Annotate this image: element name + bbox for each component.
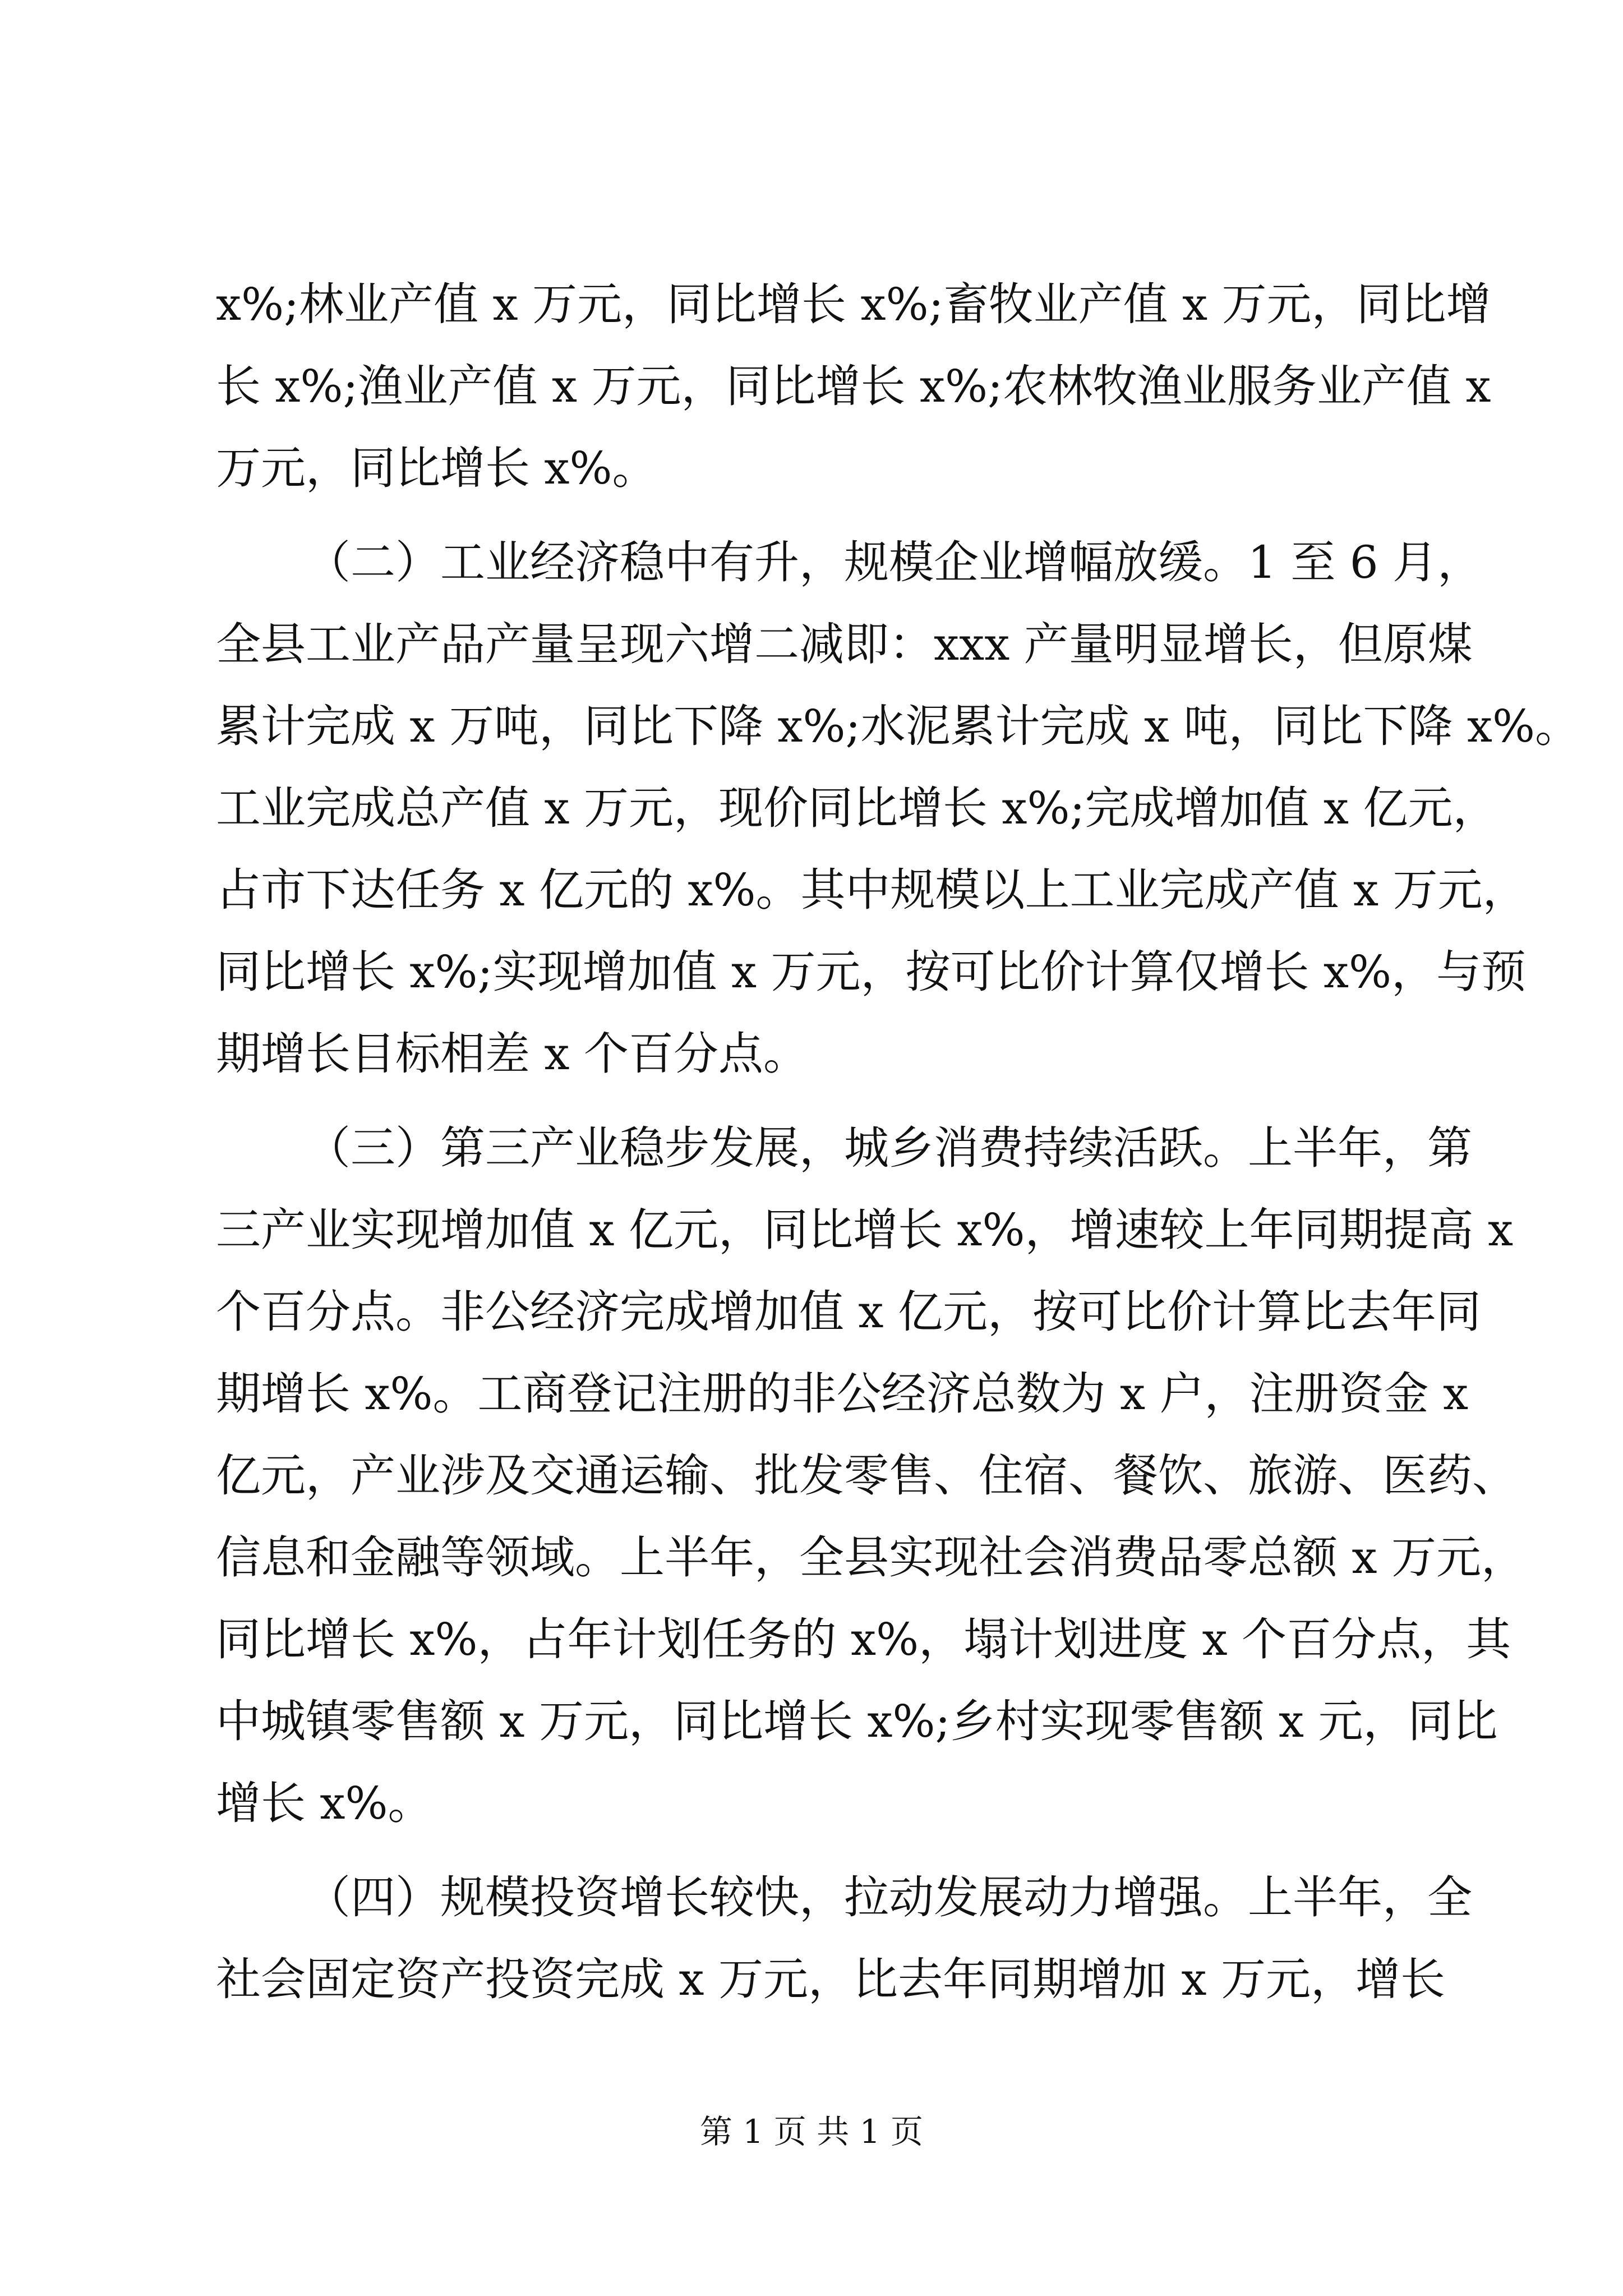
text-line: 全县工业产品产量呈现六增二减即：xxx 产量明显增长，但原煤 (216, 618, 1473, 670)
text-line: x%;林业产值 x 万元，同比增长 x%;畜牧业产值 x 万元，同比增 (216, 278, 1491, 330)
text-line: 信息和金融等领域。上半年，全县实现社会消费品零总额 x 万元， (216, 1531, 1526, 1584)
text-line: （四）规模投资增长较快，拉动发展动力增强。上半年，全 (306, 1871, 1472, 1924)
text-line: 占市下达任务 x 亿元的 x%。其中规模以上工业完成产值 x 万元， (216, 864, 1528, 916)
text-line: 亿元，产业涉及交通运输、批发零售、住宿、餐饮、旅游、医药、 (216, 1450, 1517, 1502)
text-line: 期增长 x%。工商登记注册的非公经济总数为 x 户，注册资金 x (216, 1368, 1469, 1420)
text-line: 中城镇零售额 x 万元，同比增长 x%;乡村实现零售额 x 元，同比 (216, 1695, 1498, 1747)
text-line: 期增长目标相差 x 个百分点。 (216, 1028, 808, 1080)
page-number-label: 第 1 页 共 1 页 (700, 2113, 923, 2151)
page-footer (0, 2109, 1623, 2154)
text-line: （三）第三产业稳步发展，城乡消费持续活跃。上半年，第 (306, 1122, 1472, 1174)
paragraph (216, 264, 1491, 509)
text-line: 社会固定资产投资完成 x 万元，比去年同期增加 x 万元，增长 (216, 1953, 1445, 2005)
text-line: 个百分点。非公经济完成增加值 x 亿元，按可比价计算比去年同 (216, 1286, 1481, 1338)
paragraph (216, 1107, 1526, 1844)
paragraph (216, 522, 1580, 1095)
document-body (216, 264, 1580, 2021)
text-line: 三产业实现增加值 x 亿元，同比增长 x%，增速较上年同期提高 x (216, 1204, 1514, 1256)
text-line: 万元，同比增长 x%。 (216, 442, 657, 494)
text-line: 长 x%;渔业产值 x 万元，同比增长 x%;农林牧渔业服务业产值 x (216, 360, 1491, 412)
text-line: 工业完成总产值 x 万元，现价同比增长 x%;完成增加值 x 亿元， (216, 782, 1498, 834)
text-line: 同比增长 x%，占年计划任务的 x%，塌计划进度 x 个百分点，其 (216, 1613, 1511, 1665)
text-line: 累计完成 x 万吨，同比下降 x%;水泥累计完成 x 吨，同比下降 x%。 (216, 700, 1580, 752)
paragraph (216, 1857, 1472, 2021)
text-line: （二）工业经济稳中有升，规模企业增幅放缓。1 至 6 月， (306, 536, 1483, 588)
text-line: 同比增长 x%;实现增加值 x 万元，按可比价计算仅增长 x%，与预 (216, 946, 1527, 998)
text-line: 增长 x%。 (216, 1777, 433, 1829)
